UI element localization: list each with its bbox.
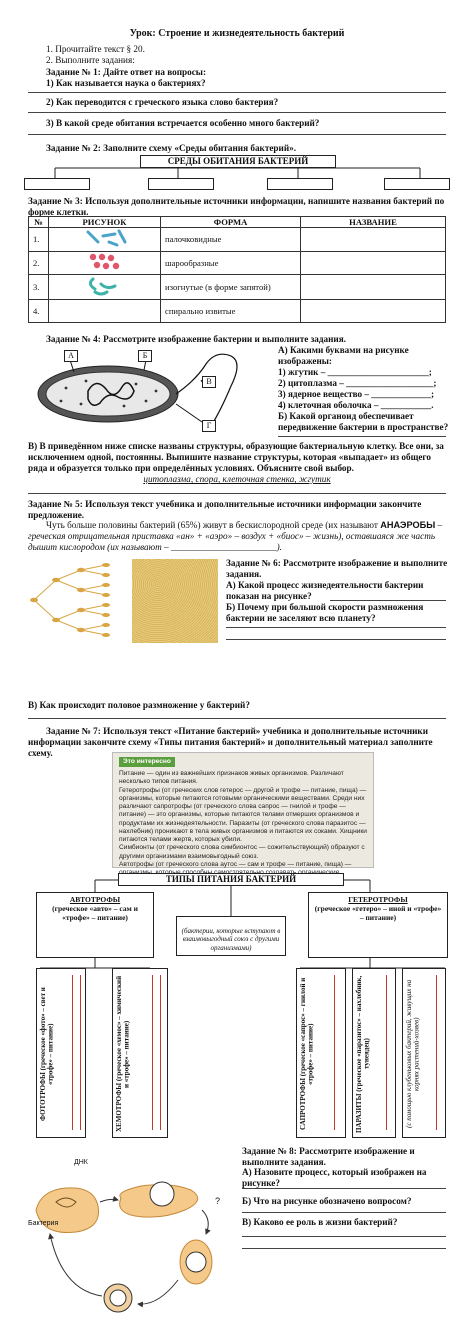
task4-qb: Б) Какой органоид обеспечивает передвижение бактерии в пространстве? <box>278 411 449 433</box>
symbiont-box <box>176 916 286 956</box>
label-g: Г <box>202 420 216 432</box>
task3-header: Задание № 3: Используя дополнительные источники информации, напишите названия бактерий по форме клетки. <box>28 196 445 218</box>
autotroph-desc: (греческое «авто» – сам и «трофе» – питание) <box>52 904 138 922</box>
answer-line <box>160 975 161 1130</box>
task5-p2: – греческая отрицательная приставка «ан» + «аэро» – воздух + «биос» – жизнь), оставшаяся же часть дышит кислородом (их называют – _______________________). <box>28 520 443 553</box>
answer-line[interactable] <box>242 1212 446 1213</box>
row-num: 1. <box>29 228 49 251</box>
autotroph-box <box>36 892 154 958</box>
spore-formation-diagram <box>26 1150 236 1330</box>
col-name: НАЗВАНИЕ <box>301 217 446 228</box>
row-num: 3. <box>29 274 49 299</box>
instruction-1: 1. Прочитайте текст § 20. <box>46 44 145 54</box>
answer-line <box>72 975 73 1130</box>
nutrition-scheme-title: ТИПЫ ПИТАНИЯ БАКТЕРИЙ <box>118 873 344 886</box>
answer-line <box>334 975 335 1130</box>
saprotroph-label: САПРОТРОФЫ (греческое «сапрос» – гнилой и «трофе» – питание) <box>299 977 315 1131</box>
row-num: 2. <box>29 251 49 274</box>
label-b: Б <box>138 350 152 362</box>
task4-list: цитоплазма, спора, клеточная стенка, жгутик <box>143 474 331 484</box>
task4-header: Задание № 4: Рассмотрите изображение бактерии и выполните задания. <box>46 334 346 344</box>
task8-header: Задание № 8: Рассмотрите изображение и выполните задания. <box>242 1146 415 1168</box>
parasite-label: ПАРАЗИТЫ (греческое «паразитос» – нахлебник, тунеядец) <box>355 975 371 1133</box>
task2-header: Задание № 2: Заполните схему «Среды обитания бактерий». <box>46 143 297 153</box>
task1-header: Задание № 1: Дайте ответ на вопросы: <box>46 67 207 77</box>
symbiont-desc: (бактерии, которые вступают в взаимовыгодный союз с другими организмами) <box>181 927 281 952</box>
panel-title: Это интересно <box>119 757 175 767</box>
answer-line[interactable] <box>242 1188 446 1189</box>
answer-line <box>386 975 387 1130</box>
instruction-2: 2. Выполните задания: <box>46 55 135 65</box>
answer-line[interactable] <box>242 1236 446 1237</box>
col-num: № <box>29 217 49 228</box>
anaerob-term: АНАЭРОБЫ <box>380 520 436 530</box>
task8-qa: А) Назовите процесс, который изображен на рисунке? <box>242 1167 427 1189</box>
panel-p1: Питание — один из важнейших признаков живых организмов. Различают несколько типов питания. <box>119 770 344 786</box>
task8-qc: В) Каково ее роль в жизни бактерий? <box>242 1217 398 1227</box>
habitat-scheme-title: СРЕДЫ ОБИТАНИЯ БАКТЕРИЙ <box>140 155 336 168</box>
task6-qb: Б) Почему при большой скорости размножения бактерии не заселяют всю планету? <box>226 602 424 624</box>
task1-q2: 2) Как переводится с греческого языка слово бактерия? <box>46 97 279 107</box>
task4-item-2: 2) цитоплазма – ___________________; <box>278 378 437 388</box>
phototroph-label: ФОТОТРОФЫ (греческое «фото» – свет и «трофе» – питание) <box>39 987 55 1121</box>
task5-p1: Чуть больше половины бактерий (65%) живут в бескислородной среде (их называют <box>46 520 378 530</box>
page-title: Урок: Строение и жизнедеятельность бактерий <box>129 28 345 39</box>
label-v: В <box>202 376 216 388</box>
panel-p4: Автотрофы (от греческого слова аутос — сам и трофе — питание, пища) — <box>119 860 352 868</box>
task4-qa: А) Какими буквами на рисунке изображены: <box>278 345 409 367</box>
row-form: изогнутые (в форме запятой) <box>161 274 301 299</box>
col-picture: РИСУНОК <box>49 217 161 228</box>
answer-line <box>80 975 81 1130</box>
task1-q1: 1) Как называется наука о бактериях? <box>46 78 206 88</box>
label-a: А <box>64 350 78 362</box>
task6-qc: В) Как происходит половое размножение у бактерий? <box>28 700 250 710</box>
task1-q3: 3) В какой среде обитания встречается особенно много бактерий? <box>46 118 320 128</box>
task6-qa: А) Какой процесс жизнедеятельности бактерии показан на рисунке? <box>226 580 424 602</box>
bacteria-label: Бактерия <box>28 1220 59 1227</box>
task4-item-1: 1) жгутик – ______________________; <box>278 367 432 377</box>
answer-line <box>152 975 153 1130</box>
row-form: спирально извитые <box>161 300 301 323</box>
task7-header: Задание № 7: Используя текст «Питание бактерий» учебника и дополнительные источники информации закончите схему «Типы питания бактерий» и дополнительный материал заполните схему. <box>28 726 433 759</box>
panel-p2: Гетеротрофы (от греческих слов гетерос — другой и трофе — питание, пища) — организмы, которые питаются готовыми органическими веществами. Среди них различают сапротрофы (от греческого слова сапрос — гнилой и трофе — питание) — это организмы, которые питаются телами отмерших организмов и продуктами их жизнедеятельности. Паразиты (от греческого слова паразитос — нахлебник) проникают в тела живых организмов и питаются их соками. Хищники питаются телами жертв, которых убили. <box>119 786 367 844</box>
heterotroph-box <box>308 892 448 958</box>
task4-qc: В) В приведённом ниже списке названы структуры, образующие бактериальную клетку. Все они, за исключением одной, постоянны. Выпишите название структуры, которая «выпадает» из общего ряда и образуется только при определённых условиях. Объясните свой выбор. <box>28 441 444 474</box>
dna-label: ДНК <box>74 1159 88 1166</box>
heterotroph-desc: (греческое «гетеро» – иной и «трофе» – питание) <box>314 904 442 922</box>
task5-header: Задание № 5: Используя текст учебника и дополнительные источники информации закончите предложение. <box>28 499 422 521</box>
answer-line[interactable] <box>242 1248 446 1249</box>
task8-qb: Б) Что на рисунке обозначено вопросом? <box>242 1196 412 1206</box>
row-form: палочковидные <box>161 228 301 251</box>
row-form: шарообразные <box>161 251 301 274</box>
answer-line <box>436 975 437 1130</box>
task4-item-4: 4) клеточная оболочка – ___________. <box>278 400 434 410</box>
row-num: 4. <box>29 300 49 323</box>
autotroph-title: АВТОТРОФЫ <box>69 895 121 904</box>
symbiont-sub-label: (с помощью клубеньковых бактерий, живущих на корнях растений-хозяев) <box>405 979 421 1129</box>
panel-p3: Симбионты (от греческого слова симбионтос — сожительствующий) образуют с другими организмами взаимовыгодный союз. <box>119 844 365 860</box>
col-form: ФОРМА <box>161 217 301 228</box>
heterotroph-title: ГЕТЕРОТРОФЫ <box>348 895 408 904</box>
task4-item-3: 3) ядерное вещество – _____________; <box>278 389 435 399</box>
chemotroph-label: ХЕМОТРОФЫ (греческое «хемос» – химический и «трофе» – питание) <box>115 975 131 1133</box>
question-mark-label: ? <box>215 1196 221 1206</box>
task6-header: Задание № 6: Рассмотрите изображение и выполните задания. <box>226 558 448 580</box>
